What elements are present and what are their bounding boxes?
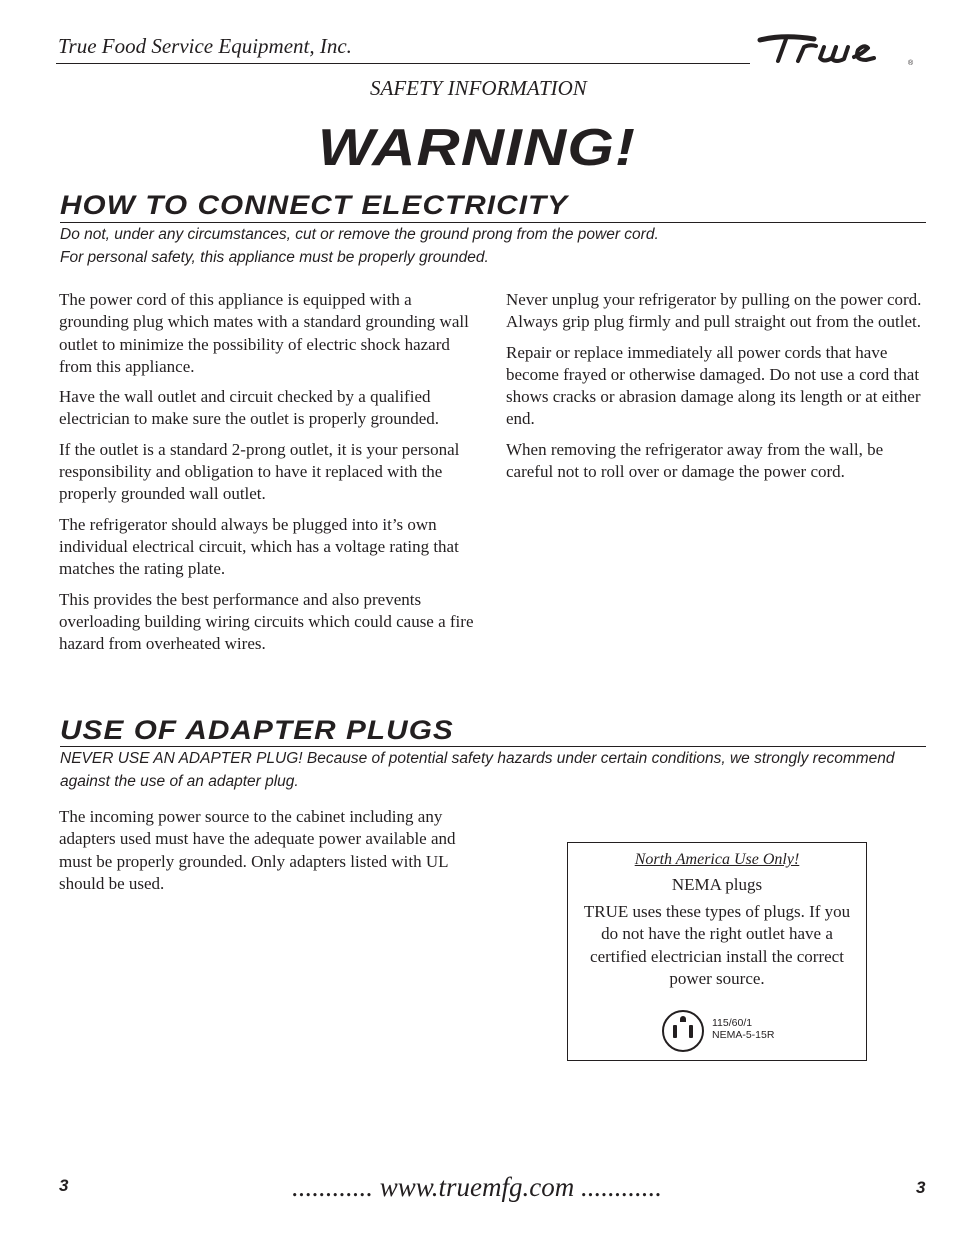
website-footer: ............ www.truemfg.com ............ bbox=[292, 1172, 662, 1202]
body-paragraph: Never unplug your refrigerator by pulling on the power cord. Always grip plug firmly and pull straight out from the outlet. bbox=[506, 290, 922, 332]
body-paragraph: Have the wall outlet and circuit checked by a qualified electrician to make sure the outlet is properly grounded. bbox=[59, 387, 440, 429]
nema-plug-box bbox=[567, 842, 867, 1061]
plugs-label: NEMA plugs bbox=[671, 875, 763, 894]
outlet-rating: 115/60/1 bbox=[712, 1017, 753, 1029]
body-paragraph: The power cord of this appliance is equipped with a grounding plug which mates with a standard grounding wall outlet to minimize the possibility of electric shock hazard from this appliance. bbox=[59, 290, 469, 376]
adapter-body bbox=[59, 806, 479, 903]
body-paragraph: The refrigerator should always be plugged into it’s own individual electrical circuit, which has a voltage rating that matches the rating plate. bbox=[59, 514, 459, 579]
nema-5-15r-outlet-icon bbox=[661, 1009, 705, 1053]
adapter-section-title: USE OF ADAPTER PLUGS bbox=[60, 715, 454, 745]
outlet-spec bbox=[712, 1017, 774, 1041]
body-paragraph: When removing the refrigerator away from the wall, be careful not to roll over or damage the power cord. bbox=[506, 439, 884, 482]
body-paragraph: Repair or replace immediately all power cords that have become frayed or otherwise damaged. Do not use a cord that shows cracks or abrasion damage along its length or at either end. bbox=[506, 342, 921, 429]
plugs-description: TRUE uses these types of plugs. If you do not have the right outlet have a certified electrician install the correct power source. bbox=[583, 902, 851, 988]
outlet-type: NEMA-5-15R bbox=[712, 1029, 775, 1041]
electricity-note-line: Do not, under any circumstances, cut or remove the ground prong from the power cord. bbox=[60, 226, 659, 243]
electricity-right-column bbox=[506, 289, 924, 491]
electricity-note-line: For personal safety, this appliance must be properly grounded. bbox=[60, 249, 489, 266]
body-paragraph: The incoming power source to the cabinet including any adapters used must have the adequate power available and must be properly grounded. Only adapters listed with UL should be used. bbox=[59, 807, 456, 893]
registered-mark: ® bbox=[908, 60, 914, 67]
company-name: True Food Service Equipment, Inc. bbox=[58, 34, 352, 58]
true-logo bbox=[754, 30, 916, 70]
page-number-right: 3 bbox=[916, 1178, 926, 1197]
header-rule bbox=[56, 63, 750, 64]
electricity-left-column bbox=[59, 289, 477, 663]
region-note: North America Use Only! bbox=[634, 851, 800, 868]
adapter-warning-note: NEVER USE AN ADAPTER PLUG! Because of potential safety hazards under certain conditions, we strongly recommend against the use of an adapter plug. bbox=[60, 750, 895, 790]
body-paragraph: If the outlet is a standard 2-prong outlet, it is your personal responsibility and obligation to have it replaced with the properly grounded wall outlet. bbox=[59, 439, 460, 504]
logo-wordmark bbox=[760, 37, 874, 61]
body-paragraph: This provides the best performance and also prevents overloading building wiring circuits which could cause a fire hazard from overheated wires. bbox=[59, 589, 474, 654]
page-number-left: 3 bbox=[59, 1176, 69, 1195]
section-label: SAFETY INFORMATION bbox=[370, 76, 587, 100]
warning-title: WARNING! bbox=[317, 119, 637, 177]
electricity-warning-note bbox=[60, 223, 910, 269]
electricity-section-title: HOW TO CONNECT ELECTRICITY bbox=[60, 190, 569, 220]
